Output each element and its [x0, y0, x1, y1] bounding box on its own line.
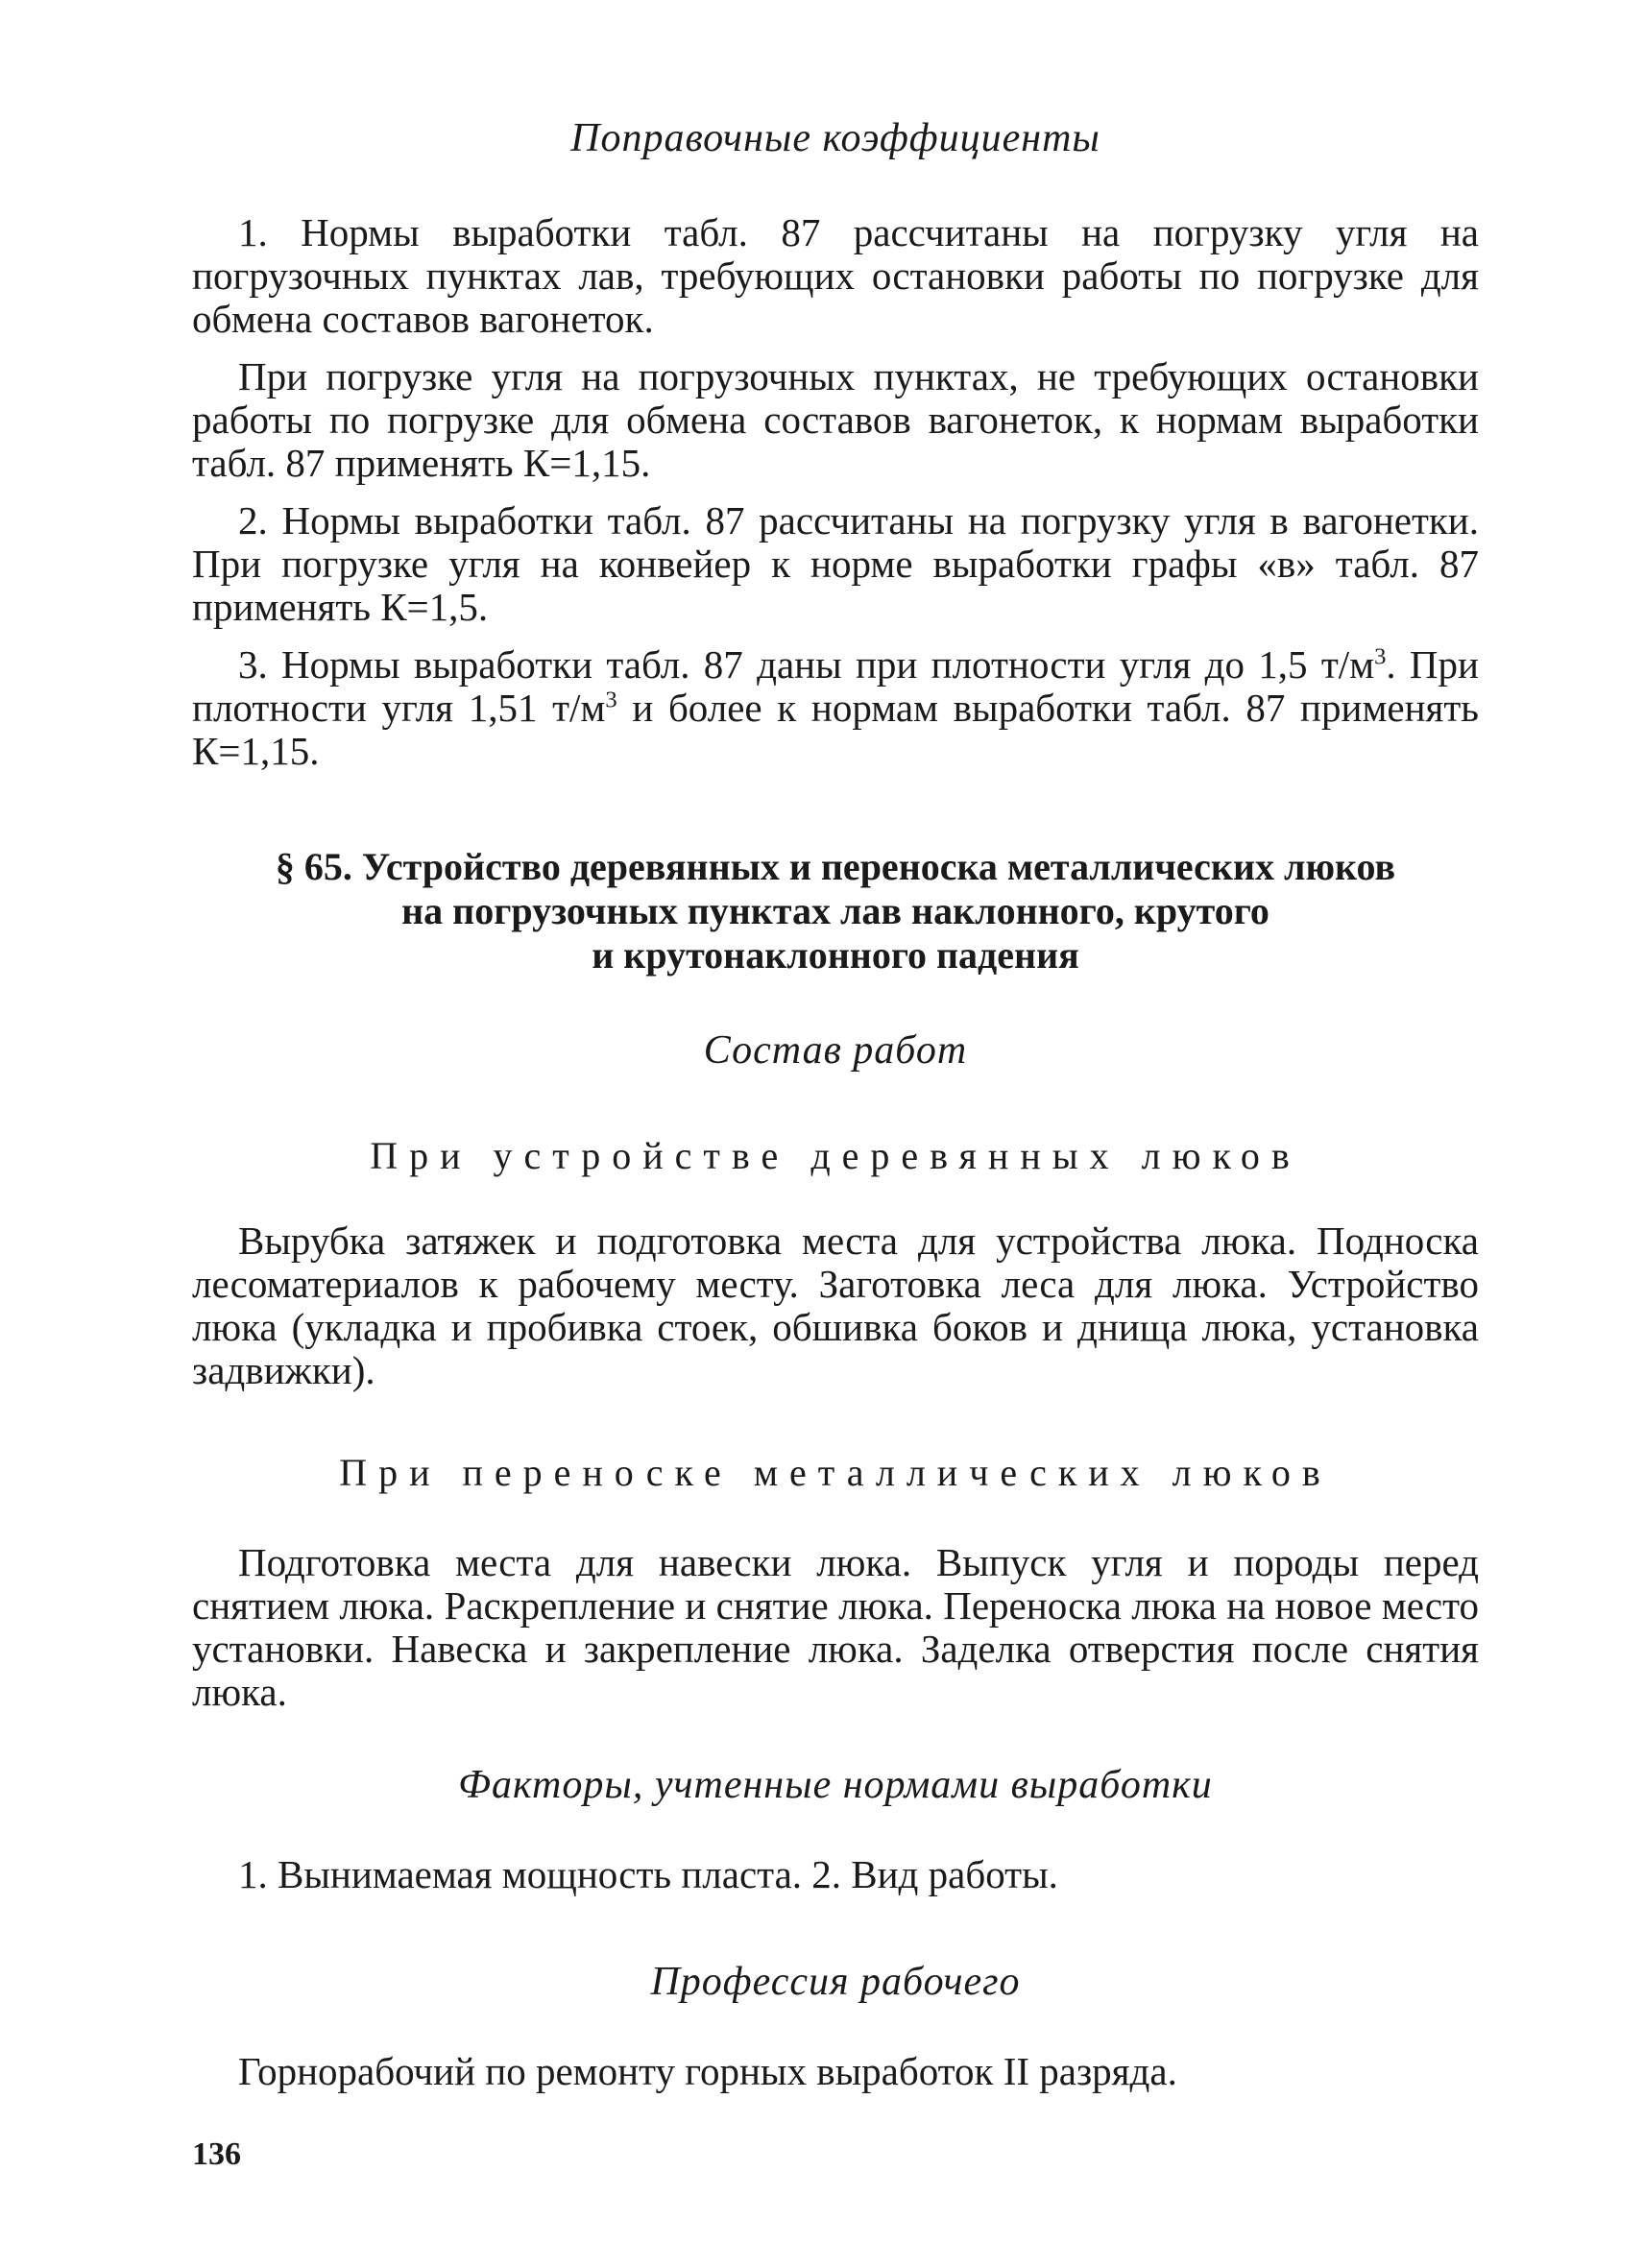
section-title-line-3: и крутонаклонного падения [592, 933, 1079, 977]
section-title-line-2: на погрузочных пунктах лав наклонного, крутого [401, 889, 1269, 932]
correction-p4-part-c: и более к нормам выработки табл. 87 применять К=1,15. [192, 686, 1479, 773]
wooden-hatch-text: Вырубка затяжек и подготовка места для устройства люка. Подноска лесоматериалов к рабочему месту. Заготовка леса для люка. Устройство люка (укладка и пробивка стоек, обшивка боков и днища люка, установка задвижки). [192, 1218, 1479, 1392]
profession-text: Горнорабочий по ремонту горных выработок II разряда. [238, 2049, 1177, 2093]
profession-heading: Профессия рабочего [650, 1960, 1021, 2004]
superscript-cube: 3 [1374, 643, 1387, 670]
correction-paragraph-1: 1. Нормы выработки табл. 87 рассчитаны на погрузку угля на погрузочных пунктах лав, требующих остановки работы по погрузке для обмена составов вагонеток. [192, 210, 1479, 341]
metal-hatch-text: Подготовка места для навески люка. Выпуск угля и породы перед снятием люка. Раскрепление и снятие люка. Переноска люка на новое место установки. Навеска и закрепление люка. Заделка отверстия после снятия люка. [192, 1540, 1479, 1714]
correction-heading: Поправочные коэффициенты [570, 116, 1100, 160]
wooden-hatch-heading: При устройстве деревянных люков [370, 1134, 1301, 1177]
composition-heading: Состав работ [703, 1028, 968, 1073]
correction-paragraph-2: При погрузке угля на погрузочных пунктах, не требующих остановки работы по погрузке для обмена составов вагонеток, к нормам выработки табл. 87 применять К=1,15. [192, 354, 1479, 485]
section-title-line-1: § 65. Устройство деревянных и переноска металлических люков [275, 845, 1396, 888]
factors-text: 1. Вынимаемая мощность пласта. 2. Вид работы. [238, 1852, 1058, 1896]
superscript-cube-2: 3 [605, 687, 617, 713]
factors-heading: Факторы, учтенные нормами выработки [458, 1763, 1213, 1807]
book-page [192, 115, 1479, 2208]
metal-hatch-heading: При переноске металлических люков [339, 1451, 1332, 1494]
correction-paragraph-3: 2. Нормы выработки табл. 87 рассчитаны на погрузку угля в вагонетки. При погрузке угля на конвейер к норме выработки графы «в» табл. 87 применять К=1,5. [192, 498, 1479, 629]
correction-p4-part-b: . При плотности угля 1,51 т/м [192, 642, 1479, 730]
section-title [192, 845, 1479, 977]
correction-p4-part-a: 3. Нормы выработки табл. 87 даны при плотности угля до 1,5 т/м [238, 642, 1375, 687]
correction-paragraph-4 [192, 643, 1479, 773]
page-number: 136 [192, 2136, 241, 2172]
